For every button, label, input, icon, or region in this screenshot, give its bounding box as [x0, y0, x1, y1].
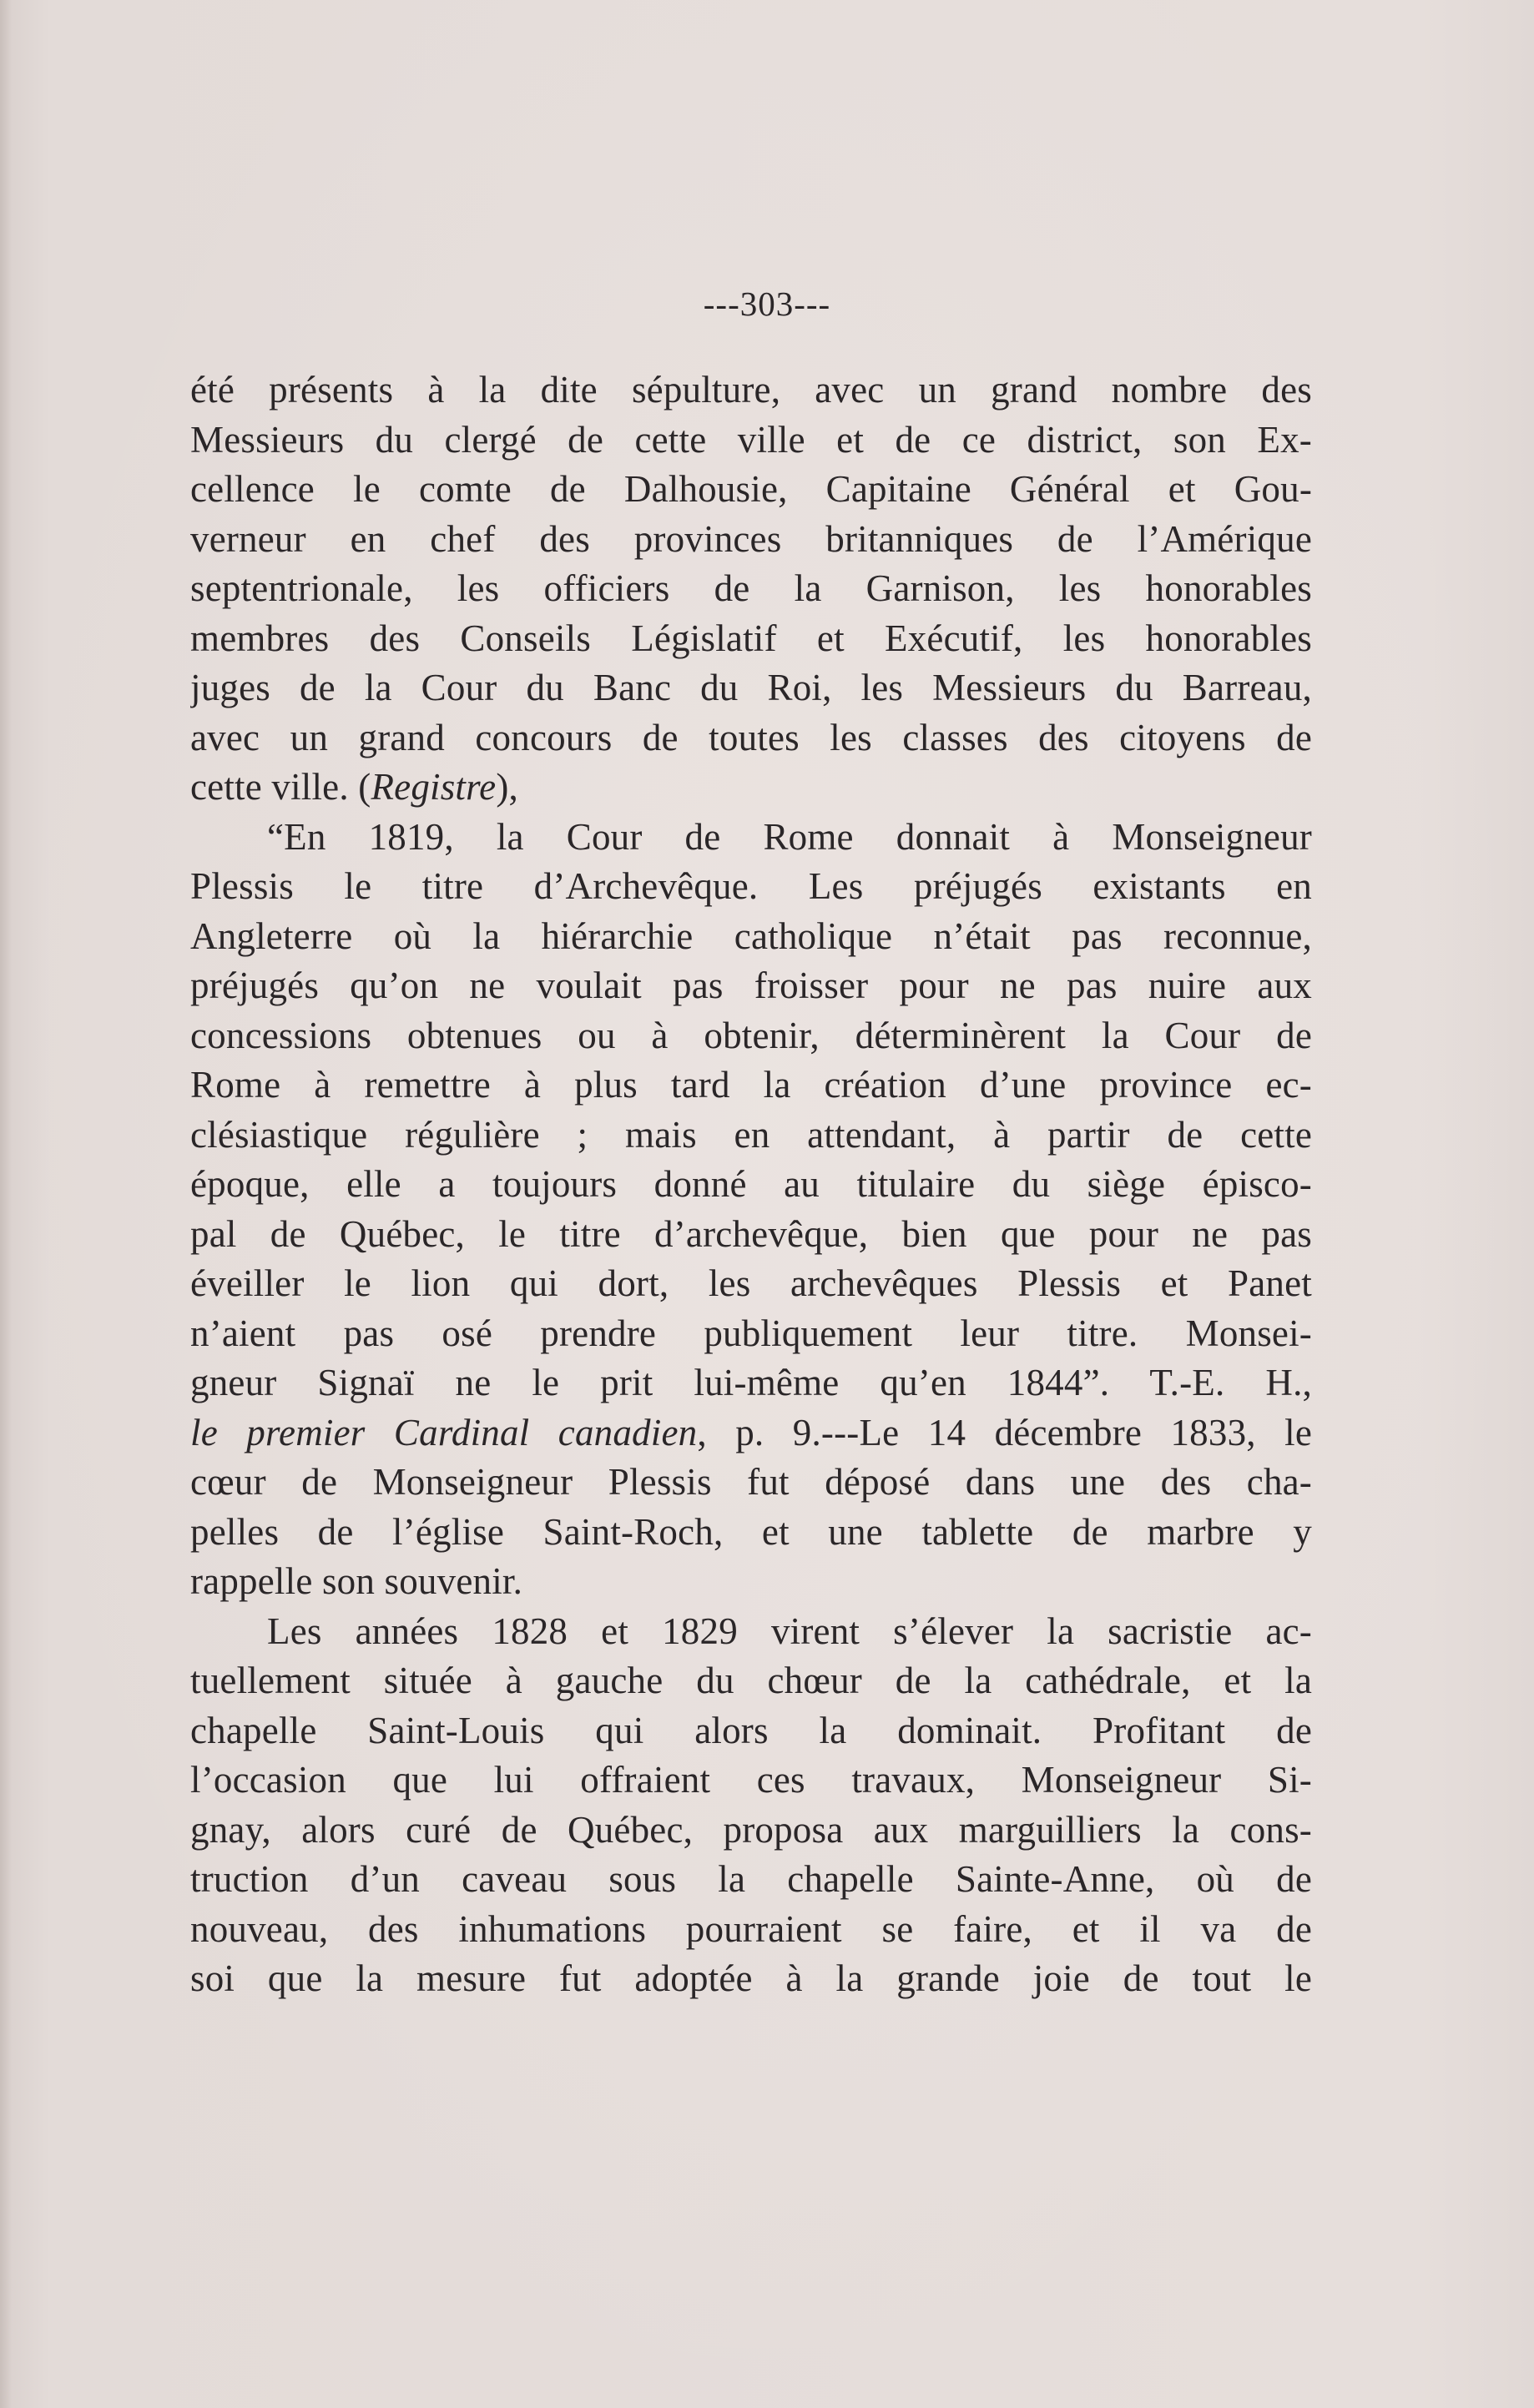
text-line: chapelle Saint-Louis qui alors la dominait. Profitant de [190, 1709, 1312, 1751]
page-left-edge [0, 0, 12, 2408]
text-line: cœur de Monseigneur Plessis fut déposé dans une des cha- [190, 1461, 1312, 1503]
text-line: membres des Conseils Législatif et Exécutif, les honorables [190, 617, 1312, 659]
text-line: éveiller le lion qui dort, les archevêques Plessis et Panet [190, 1262, 1312, 1304]
text-line: été présents à la dite sépulture, avec un grand nombre des [190, 369, 1312, 411]
text-line: soi que la mesure fut adoptée à la grande joie de tout le [190, 1957, 1312, 1999]
text-line [190, 763, 1312, 813]
text-line: septentrionale, les officiers de la Garnison, les honorables [190, 567, 1312, 609]
text-line: juges de la Cour du Banc du Roi, les Messieurs du Barreau, [190, 667, 1312, 708]
text-line: Angleterre où la hiérarchie catholique n’était pas reconnue, [190, 914, 1312, 957]
text-line: “En 1819, la Cour de Rome donnait à Monseigneur [267, 815, 1312, 858]
text-line: n’aient pas osé prendre publiquement leur titre. Monsei- [190, 1312, 1312, 1354]
text-line: cellence le comte de Dalhousie, Capitaine Général et Gou- [190, 468, 1312, 510]
text-line: gneur Signaï ne le prit lui-même qu’en 1844”. T.-E. H., [190, 1362, 1312, 1403]
text-line: concessions obtenues ou à obtenir, déterminèrent la Cour de [190, 1014, 1312, 1056]
page-number: ---303--- [703, 285, 831, 323]
text-line: l’occasion que lui offraient ces travaux, Monseigneur Si- [190, 1759, 1312, 1801]
text-line: pal de Québec, le titre d’archevêque, bien que pour ne pas [190, 1212, 1312, 1255]
text-line: Rome à remettre à plus tard la création d’une province ec- [190, 1064, 1312, 1106]
source-citation: Registre [371, 766, 497, 808]
book-title: le premier Cardinal canadien [190, 1411, 698, 1453]
text-line: époque, elle a toujours donné au titulaire du siège épisco- [190, 1163, 1312, 1205]
text-line: rappelle son souvenir. [190, 1560, 523, 1602]
body-text [190, 365, 1312, 2004]
text-line: Plessis le titre d’Archevêque. Les préjugés existants en [190, 865, 1312, 907]
text-line: truction d’un caveau sous la chapelle Sainte-Anne, où de [190, 1858, 1312, 1900]
text-line: avec un grand concours de toutes les classes des citoyens de [190, 716, 1312, 758]
text-span: ), [496, 766, 518, 808]
text-line: préjugés qu’on ne voulait pas froisser pour ne pas nuire aux [190, 965, 1312, 1006]
text-line: Les années 1828 et 1829 virent s’élever la sacristie ac- [267, 1610, 1312, 1652]
text-line: pelles de l’église Saint-Roch, et une tablette de marbre y [190, 1510, 1312, 1553]
text-line: tuellement située à gauche du chœur de la cathédrale, et la [190, 1660, 1312, 1701]
text-line: nouveau, des inhumations pourraient se faire, et il va de [190, 1907, 1312, 1950]
text-line [190, 1408, 1312, 1458]
text-line: clésiastique régulière ; mais en attendant, à partir de cette [190, 1113, 1312, 1156]
text-span: cette ville. ( [190, 766, 371, 808]
text-line: verneur en chef des provinces britanniques de l’Amérique [190, 517, 1312, 560]
text-line: Messieurs du clergé de cette ville et de ce district, son Ex- [190, 418, 1312, 461]
text-line: gnay, alors curé de Québec, proposa aux marguilliers la cons- [190, 1808, 1312, 1851]
text-span: , p. 9.---Le 14 décembre 1833, le [697, 1411, 1312, 1453]
